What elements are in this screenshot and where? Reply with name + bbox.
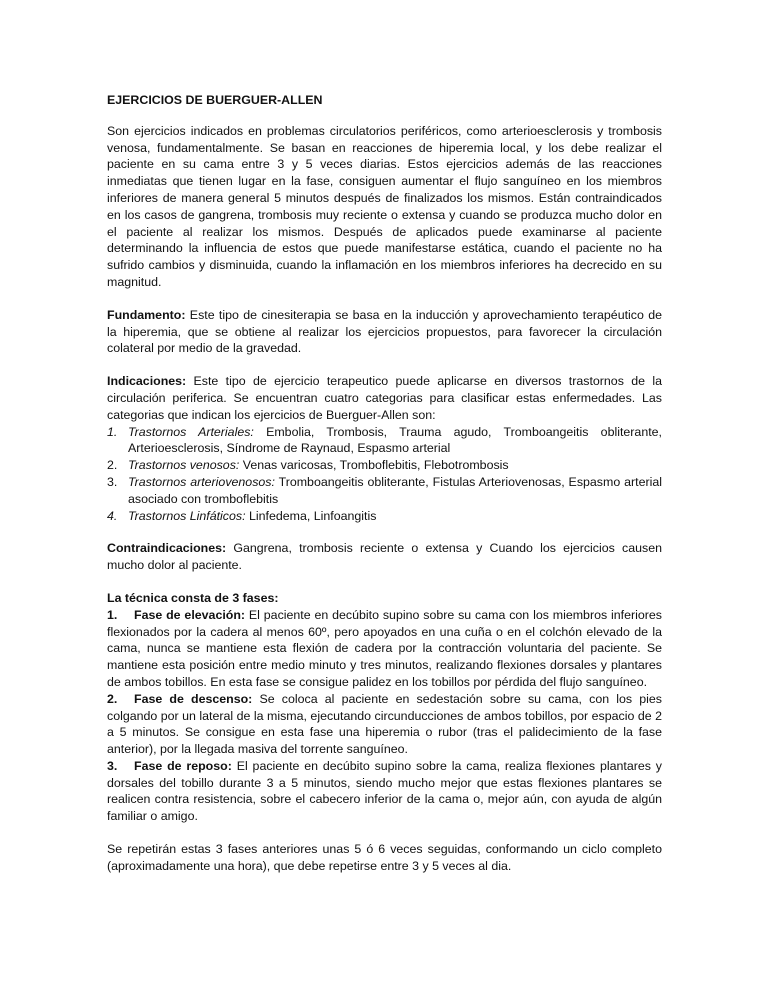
categories-list: [107, 424, 662, 525]
fundamento-label: Fundamento:: [107, 307, 186, 322]
intro-paragraph: Son ejercicios indicados en problemas circulatorios periféricos, como arterioesclerosis y trombosis venosa, fundamentalmente. Se basan en reacciones de hiperemia local, y los debe realizar el paciente en su cama entre 3 y 5 veces diarias. Estos ejercicios además de las reacciones inmediatas que tienen lugar en la fase, consiguen aumentar el flujo sanguíneo en los miembros inferiores de manera general 5 minutos después de finalizados los mismos. Están contraindicados en los casos de gangrena, trombosis muy reciente o extensa y cuando se produzca mucho dolor en el paciente al realizar los mismos. Después de aplicados puede examinarse al paciente determinando la influencia de estos que puede manifestarse estática, cuando el paciente no ha sufrido cambios y disminuida, cuando la inflamación en los miembros inferiores ha decrecido en su magnitud.: [107, 123, 662, 289]
phase-text: El paciente en decúbito supino sobre su cama con los miembros inferiores flexionados por la cadera al menos 60º, pero apoyados en una cuña o en el colchón elevado de la cama, nunca se mantiene esta flexión de cadera por la contracción voluntaria del paciente. Se mantiene esta posición entre medio minuto y tres minutos, realizando flexiones dorsales y plantares de ambos tobillos. En esta fase se consigue palidez en los tobillos por pérdida del flujo sanguíneo.: [107, 607, 662, 689]
tecnica-heading: La técnica consta de 3 fases:: [107, 590, 279, 605]
indicaciones-section: [107, 373, 662, 524]
phase-text: Se coloca al paciente en sedestación sobre su cama, con los pies colgando por un lateral de la misma, ejecutando circunducciones de ambos tobillos, por espacio de 2 a 5 minutos. Se consigue en esta fase una hiperemia o rubor (tras el palidecimiento de la fase anterior), por la llegada masiva del torrente sanguíneo.: [107, 691, 662, 757]
phase-label: Fase de descenso:: [134, 691, 253, 706]
list-item-category: Trastornos Linfáticos:: [128, 508, 246, 523]
list-item-number: 1.: [107, 424, 118, 439]
indicaciones-text: Este tipo de ejercicio terapeutico puede aplicarse en diversos trastornos de la circulación periferica. Se encuentran cuatro categorias para clasificar estas enfermedades. Las categorias que indican los ejercicios de Buerguer-Allen son:: [107, 374, 662, 422]
contraindicaciones-text: Gangrena, trombosis reciente o extensa y Cuando los ejercicios causen mucho dolor al paciente.: [107, 541, 662, 573]
fundamento-paragraph: [107, 307, 662, 357]
list-item-category: Trastornos venosos:: [128, 458, 240, 473]
list-item-category: Trastornos arteriovenosos:: [128, 474, 275, 489]
fundamento-text: Este tipo de cinesiterapia se basa en la inducción y aprovechamiento terapéutico de la hiperemia, que se obtiene al realizar los ejercicios propuestos, para favorecer la circulación colateral por medio de la gravedad.: [107, 307, 662, 356]
closing-paragraph: Se repetirán estas 3 fases anteriores unas 5 ó 6 veces seguidas, conformando un ciclo completo (aproximadamente una hora), que debe repetirse entre 3 y 5 veces al dia.: [107, 842, 662, 873]
list-item-text: Embolia, Trombosis, Trauma agudo, Tromboangeitis obliterante, Arterioesclerosis, Síndrome de Raynaud, Espasmo arterial: [128, 424, 662, 456]
phase-label: Fase de reposo:: [134, 758, 232, 773]
phase-number: 1.: [107, 607, 118, 622]
phase-text: El paciente en decúbito supino sobre la cama, realiza flexiones plantares y dorsales del tobillo durante 3 a 5 minutos, siendo mucho mejor que estas flexiones plantares se realicen contra resistencia, sobre el cabecero inferior de la cama o, mejor aún, con ayuda de algún familiar o amigo.: [107, 758, 662, 824]
list-item: [107, 424, 662, 458]
phase-label: Fase de elevación:: [134, 607, 246, 622]
phase-item: [107, 758, 662, 825]
list-item-number: 2.: [107, 458, 118, 473]
list-item: [107, 508, 662, 525]
phase-item: [107, 691, 662, 758]
list-item: [107, 474, 662, 508]
tecnica-section: [107, 590, 662, 825]
phase-number: 2.: [107, 691, 118, 706]
phase-number: 3.: [107, 758, 118, 773]
list-item-number: 4.: [107, 508, 118, 523]
phase-item: [107, 607, 662, 691]
list-item-text: Venas varicosas, Tromboflebitis, Flebotrombosis: [239, 458, 509, 473]
list-item-text: Tromboangeitis obliterante, Fistulas Arteriovenosas, Espasmo arterial asociado con tromboflebitis: [128, 474, 662, 506]
contraindicaciones-label: Contraindicaciones:: [107, 541, 227, 556]
list-item-category: Trastornos Arteriales:: [128, 424, 254, 439]
list-item-text: Linfedema, Linfoangitis: [245, 508, 377, 523]
document-title: EJERCICIOS DE BUERGUER-ALLEN: [107, 93, 323, 107]
contraindicaciones-paragraph: [107, 540, 662, 574]
list-item: [107, 457, 662, 474]
indicaciones-paragraph: [107, 373, 662, 423]
indicaciones-label: Indicaciones:: [107, 374, 187, 389]
list-item-number: 3.: [107, 474, 118, 489]
